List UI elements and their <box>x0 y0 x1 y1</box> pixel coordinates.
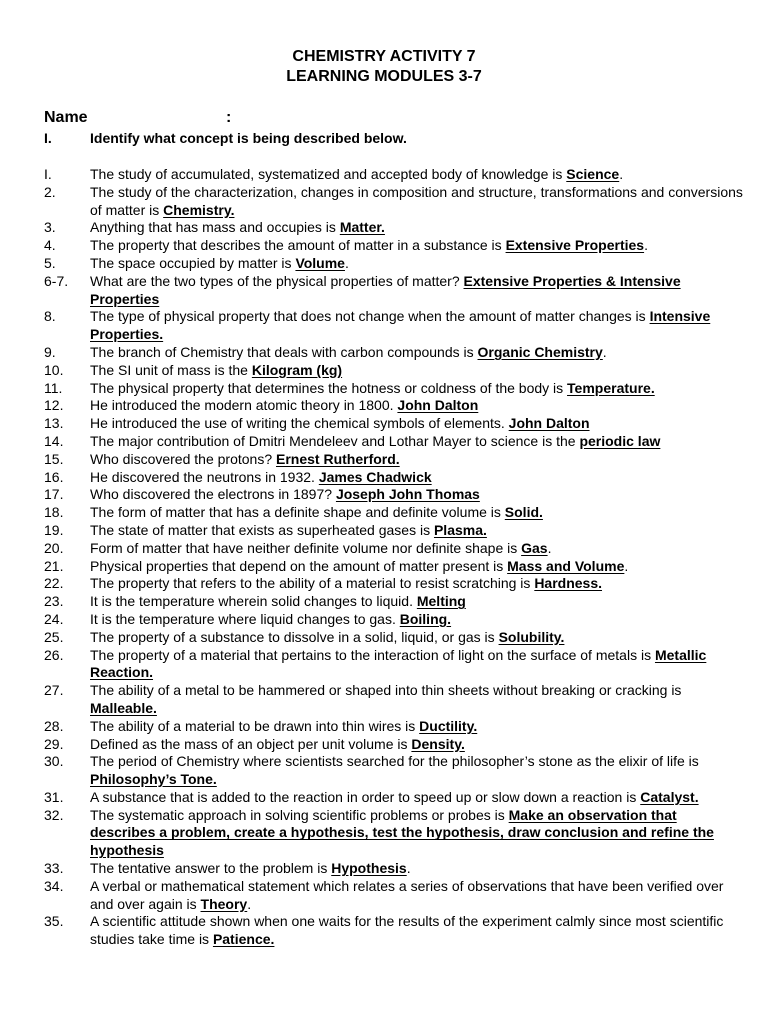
question-text: The space occupied by matter is <box>90 254 296 271</box>
question-number: 28. <box>44 717 64 734</box>
question-item <box>44 682 744 718</box>
question-text: The ability of a material to be drawn into thin wires is <box>90 717 420 734</box>
answer-text: Patience. <box>212 931 275 948</box>
question-number: 25. <box>44 628 64 645</box>
instruction-number: I. <box>44 130 52 146</box>
question-text: The SI unit of mass is the <box>90 361 252 378</box>
question-number: 35. <box>44 913 64 930</box>
question-number: 26. <box>44 646 64 663</box>
instruction-text: Identify what concept is being described below. <box>90 130 407 146</box>
question-item <box>44 273 744 309</box>
answer-punctuation: . <box>624 557 629 574</box>
answer-punctuation: . <box>247 895 252 912</box>
question-text: Defined as the mass of an object per unit volume is <box>90 735 412 752</box>
answer-text: Metallic Reaction. <box>90 646 707 681</box>
answer-text: Intensive Properties. <box>90 308 711 343</box>
answer-text: Philosophy’s Tone. <box>90 771 217 788</box>
question-text: The property of a substance to dissolve in a solid, liquid, or gas is <box>90 628 499 645</box>
answer-text: Solid. <box>504 504 543 521</box>
question-text: Who discovered the protons? <box>90 450 276 467</box>
answer-punctuation: . <box>602 343 607 360</box>
question-text: Who discovered the electrons in 1897? <box>90 486 336 503</box>
question-number: 31. <box>44 788 64 805</box>
question-text: The period of Chemistry where scientists searched for the philosopher’s stone as the elixir of life is <box>90 753 699 770</box>
question-number: 8. <box>44 308 56 325</box>
question-item <box>44 753 744 789</box>
question-item <box>44 558 744 576</box>
question-item <box>44 647 744 683</box>
question-number: 11. <box>44 379 63 396</box>
question-number: 17. <box>44 486 64 503</box>
question-item <box>44 540 744 558</box>
question-text: It is the temperature where liquid changes to gas. <box>90 610 400 627</box>
answer-punctuation: . <box>406 860 411 877</box>
answer-text: Melting <box>416 593 466 610</box>
answer-text: Hardness. <box>534 575 603 592</box>
name-label: Name <box>44 109 88 126</box>
answer-text: Boiling. <box>399 610 452 627</box>
question-item <box>44 255 744 273</box>
answer-text: James Chadwick <box>318 468 432 485</box>
question-item <box>44 878 744 914</box>
question-text: The form of matter that has a definite shape and definite volume is <box>90 504 505 521</box>
question-number: 4. <box>44 237 56 254</box>
answer-text: Ernest Rutherford. <box>276 450 400 467</box>
question-number: 13. <box>44 415 64 432</box>
question-number: 5. <box>44 254 56 271</box>
question-text: The study of the characterization, changes in composition and structure, transformations and conversions of matter is <box>90 183 743 218</box>
answer-punctuation: . <box>619 166 624 182</box>
question-number: 34. <box>44 877 64 894</box>
answer-text: Mass and Volume <box>507 557 625 574</box>
answer-text: John Dalton <box>508 415 590 432</box>
name-colon: : <box>226 109 232 126</box>
question-number: 19. <box>44 521 64 538</box>
question-item <box>44 629 744 647</box>
answer-text: Catalyst. <box>640 788 699 805</box>
question-item <box>44 219 744 237</box>
question-number: 16. <box>44 468 64 485</box>
answer-text: Density. <box>411 735 465 752</box>
question-text: Physical properties that depend on the amount of matter present is <box>90 557 508 574</box>
question-text: The tentative answer to the problem is <box>90 860 332 877</box>
answer-text: Make an observation that describes a problem, create a hypothesis, test the hypothesis, draw conclusion and refine the hypothesis <box>90 806 714 859</box>
question-item <box>44 415 744 433</box>
question-text: The systematic approach in solving scientific problems or probes is <box>90 806 509 823</box>
answer-text: Temperature. <box>567 379 655 396</box>
answer-text: Joseph John Thomas <box>335 486 480 503</box>
question-number: 32. <box>44 806 64 823</box>
question-item <box>44 611 744 629</box>
question-text: The physical property that determines the hotness or coldness of the body is <box>90 379 568 396</box>
answer-text: Volume <box>295 254 345 271</box>
question-number: 18. <box>44 504 64 521</box>
question-item <box>44 166 744 184</box>
question-item <box>44 362 744 380</box>
question-text: The ability of a metal to be hammered or shaped into thin sheets without breaking or cracking is <box>90 682 682 699</box>
question-number: 30. <box>44 753 64 770</box>
question-number: 10. <box>44 361 64 378</box>
question-text: The property that describes the amount of matter in a substance is <box>90 237 506 254</box>
question-number: 6-7. <box>44 272 69 289</box>
page-subtitle: LEARNING MODULES 3-7 <box>286 68 482 85</box>
question-text: He introduced the modern atomic theory in 1800. <box>90 397 398 414</box>
question-item <box>44 486 744 504</box>
question-number: 29. <box>44 735 64 752</box>
answer-punctuation: . <box>644 237 648 254</box>
question-text: The study of accumulated, systematized and accepted body of knowledge is <box>90 166 567 182</box>
question-text: What are the two types of the physical properties of matter? <box>90 272 464 289</box>
question-number: 3. <box>44 219 56 236</box>
question-item <box>44 397 744 415</box>
question-text: A verbal or mathematical statement which relates a series of observations that have been verified over and over again is <box>90 877 724 912</box>
answer-punctuation: . <box>344 254 349 271</box>
question-number: I. <box>44 166 52 182</box>
answer-text: Ductility. <box>419 717 478 734</box>
question-number: 15. <box>44 450 64 467</box>
answer-text: John Dalton <box>397 397 479 414</box>
question-item <box>44 736 744 754</box>
answer-text: periodic law <box>579 432 661 449</box>
question-number: 9. <box>44 343 56 360</box>
answer-text: Malleable. <box>90 699 157 716</box>
answer-text: Chemistry. <box>163 201 235 218</box>
question-text: Anything that has mass and occupies is <box>90 219 340 236</box>
question-item <box>44 522 744 540</box>
answer-text: Science <box>566 166 620 182</box>
answer-text: Theory <box>200 895 248 912</box>
question-item <box>44 718 744 736</box>
answer-text: Solubility. <box>498 628 565 645</box>
question-text: A scientific attitude shown when one waits for the results of the experiment calmly since most scientific studies take time is <box>90 913 724 948</box>
answer-text: Organic Chemistry <box>477 343 603 360</box>
question-item <box>44 789 744 807</box>
question-item <box>44 860 744 878</box>
question-text: The major contribution of Dmitri Mendeleev and Lothar Mayer to science is the <box>90 432 580 449</box>
page-title: CHEMISTRY ACTIVITY 7 <box>292 48 476 65</box>
question-number: 24. <box>44 610 64 627</box>
question-item <box>44 380 744 398</box>
answer-punctuation: . <box>547 539 552 556</box>
question-item <box>44 575 744 593</box>
question-number: 12. <box>44 397 64 414</box>
question-number: 14. <box>44 432 64 449</box>
question-number: 21. <box>44 557 64 574</box>
question-item <box>44 913 744 949</box>
answer-text: Matter. <box>339 219 385 236</box>
answer-text: Hypothesis <box>331 860 407 877</box>
question-text: The property of a material that pertains to the interaction of light on the surface of metals is <box>90 646 655 663</box>
answer-text: Gas <box>521 539 548 556</box>
question-list <box>44 166 744 949</box>
question-text: The type of physical property that does not change when the amount of matter changes is <box>90 308 650 325</box>
question-item <box>44 344 744 362</box>
name-field <box>44 109 744 129</box>
question-item <box>44 184 744 220</box>
question-item <box>44 237 744 255</box>
question-text: A substance that is added to the reaction in order to speed up or slow down a reaction is <box>90 788 641 805</box>
question-text: He discovered the neutrons in 1932. <box>90 468 319 485</box>
question-text: The branch of Chemistry that deals with carbon compounds is <box>90 343 478 360</box>
question-item <box>44 469 744 487</box>
question-number: 2. <box>44 183 56 200</box>
question-text: He introduced the use of writing the chemical symbols of elements. <box>90 415 509 432</box>
question-item <box>44 504 744 522</box>
question-number: 33. <box>44 860 64 877</box>
question-item <box>44 433 744 451</box>
question-text: The property that refers to the ability of a material to resist scratching is <box>90 575 535 592</box>
question-text: The state of matter that exists as superheated gases is <box>90 521 434 538</box>
question-text: Form of matter that have neither definite volume nor definite shape is <box>90 539 522 556</box>
answer-text: Kilogram (kg) <box>251 361 343 378</box>
answer-text: Plasma. <box>433 521 487 538</box>
question-item <box>44 593 744 611</box>
question-number: 22. <box>44 575 64 592</box>
question-item <box>44 451 744 469</box>
question-text: It is the temperature wherein solid changes to liquid. <box>90 593 417 610</box>
question-item <box>44 807 744 860</box>
question-item <box>44 308 744 344</box>
question-number: 23. <box>44 593 64 610</box>
answer-text: Extensive Properties <box>505 237 645 254</box>
question-number: 20. <box>44 539 64 556</box>
question-number: 27. <box>44 682 64 699</box>
answer-text: Extensive Properties & Intensive Properties <box>90 272 681 307</box>
